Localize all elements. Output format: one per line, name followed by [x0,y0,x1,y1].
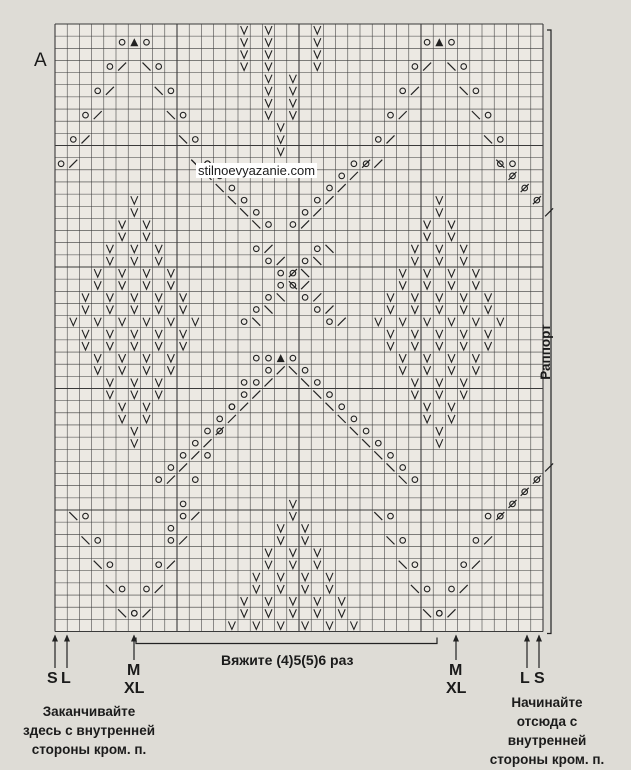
marker-m-left: M [127,662,141,679]
arrow-s-right-head [536,635,542,642]
chart-label: A [34,50,47,71]
note-left [0,702,178,759]
marker-s-right: S [534,670,545,687]
arrow-l-left-head [64,635,70,642]
note-left-line-3: стороны кром. п. [31,742,147,757]
note-right-line-1: Начинайте [511,695,583,710]
note-right-line-2: отсюда с [516,714,578,729]
arrow-s-left-head [52,635,58,642]
marker-l-left: L [61,670,71,687]
marker-s-left: S [47,670,58,687]
repeat-bracket-bottom [136,638,437,644]
note-right-line-4: стороны кром. п. [489,752,605,767]
repeat-label: Раппорт [538,324,553,380]
marker-xl-left: XL [124,680,145,697]
repeat-instruction: Вяжите (4)5(5)6 раз [221,652,354,668]
arrow-l-right-head [524,635,530,642]
note-right [462,693,631,769]
arrow-m-right-head [453,635,459,642]
note-left-line-1: Заканчивайте [42,704,136,719]
k2tog-icon [545,463,553,471]
marker-m-right: M [449,662,463,679]
marker-xl-right: XL [446,680,467,697]
k2tog-icon [545,208,553,216]
watermark: stilnoevyazanie.com [198,163,316,178]
note-right-line-3: внутренней [507,733,587,748]
chart-grid [55,24,551,644]
marker-l-right: L [520,670,530,687]
note-left-line-2: здесь с внутренней [22,723,156,738]
